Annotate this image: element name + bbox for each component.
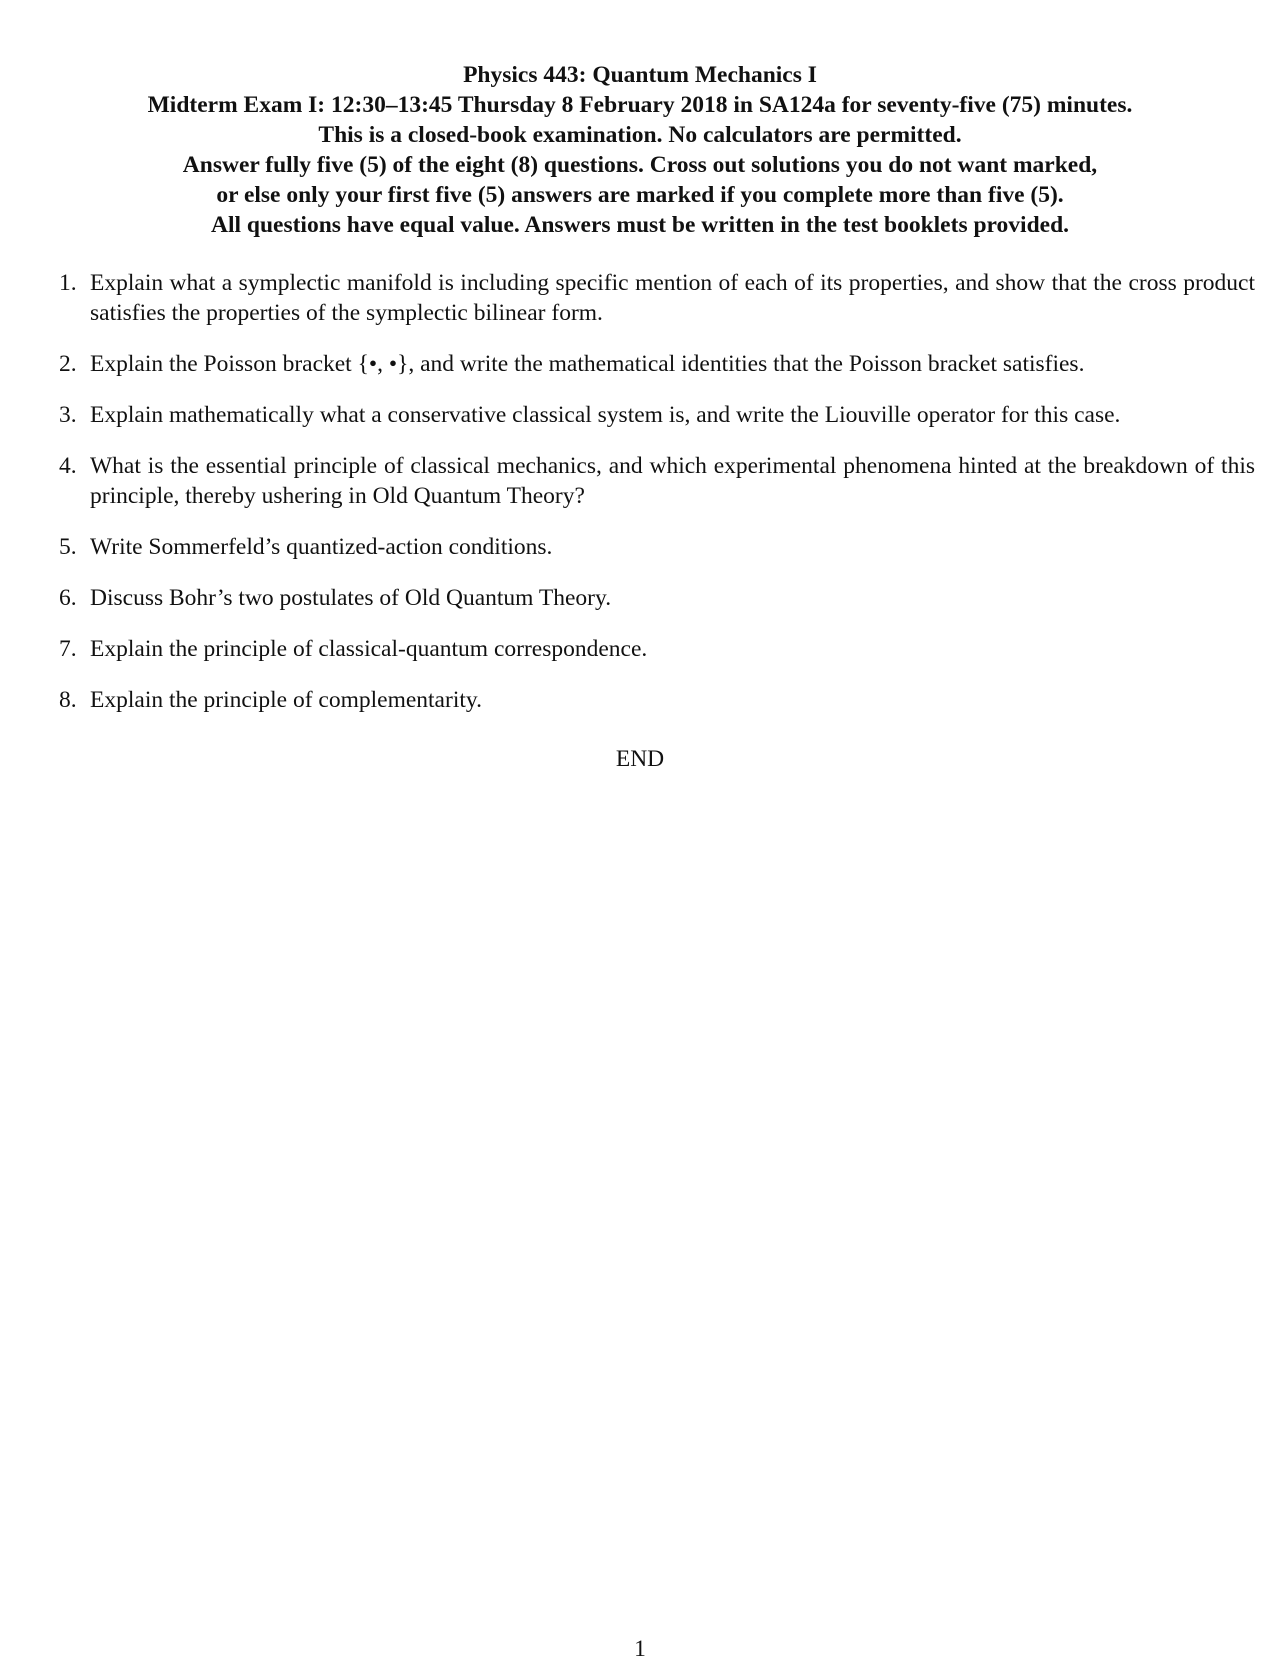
- question-text: What is the essential principle of classical mechanics, and which experimental phenomena hinted at the breakdown of this principle, thereby ushering in Old Quantum Theory?: [90, 453, 1255, 509]
- question-number: 2.: [59, 351, 77, 377]
- question-number: 6.: [59, 585, 77, 611]
- question-item: [55, 685, 1255, 715]
- question-number: 7.: [59, 636, 77, 662]
- answer-instructions-line-2: or else only your first five (5) answers are marked if you complete more than five (5).: [216, 182, 1064, 208]
- exam-header: [60, 60, 1220, 240]
- closed-book-notice: This is a closed-book examination. No calculators are permitted.: [318, 122, 962, 148]
- question-text: Explain what a symplectic manifold is including specific mention of each of its properties, and show that the cross product satisfies the properties of the symplectic bilinear form.: [90, 270, 1255, 326]
- question-text: Explain the Poisson bracket {•, •}, and write the mathematical identities that the Poisson bracket satisfies.: [90, 351, 1085, 377]
- question-number: 3.: [59, 402, 77, 428]
- equal-value-notice: All questions have equal value. Answers must be written in the test booklets provided.: [210, 212, 1070, 238]
- question-text: Explain mathematically what a conservative classical system is, and write the Liouville operator for this case.: [90, 402, 1121, 428]
- question-text: Explain the principle of complementarity.: [90, 687, 482, 713]
- page-number: 1: [634, 1636, 646, 1662]
- question-number: 1.: [59, 270, 77, 296]
- question-text: Discuss Bohr’s two postulates of Old Quantum Theory.: [90, 585, 612, 611]
- question-item: [55, 268, 1255, 328]
- question-item: [55, 451, 1255, 511]
- question-text: Explain the principle of classical-quantum correspondence.: [90, 636, 648, 662]
- end-marker: END: [615, 746, 665, 772]
- question-item: [55, 400, 1255, 430]
- answer-instructions-line-1: Answer fully five (5) of the eight (8) questions. Cross out solutions you do not want marked,: [182, 152, 1098, 178]
- question-text: Write Sommerfeld’s quantized-action conditions.: [90, 534, 553, 560]
- course-title: Physics 443: Quantum Mechanics I: [463, 62, 817, 88]
- question-list: [55, 268, 1255, 736]
- question-item: [55, 349, 1255, 379]
- question-item: [55, 583, 1255, 613]
- question-item: [55, 634, 1255, 664]
- question-number: 5.: [59, 534, 77, 560]
- exam-schedule-line: Midterm Exam I: 12:30–13:45 Thursday 8 February 2018 in SA124a for seventy-five (75) minutes.: [147, 92, 1133, 118]
- question-number: 8.: [59, 687, 77, 713]
- question-item: [55, 532, 1255, 562]
- question-number: 4.: [59, 453, 77, 479]
